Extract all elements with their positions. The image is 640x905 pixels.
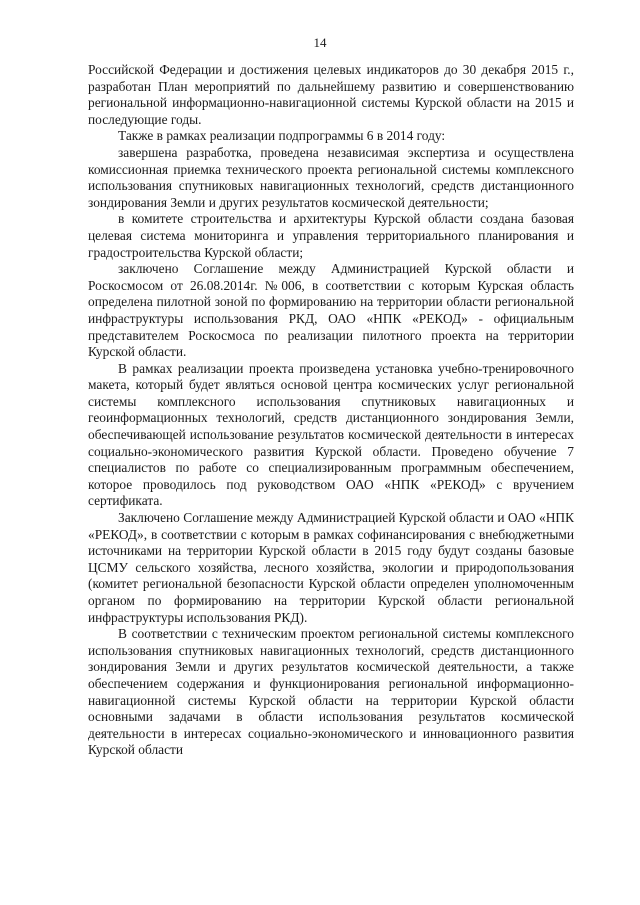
paragraph-training-model: В рамках реализации проекта произведена установка учебно-тренировочного макета, который будет являться основой центра космических услуг региональной системы комплексного использования спутниковых навигационных и геоинформационных технологий, средств дистанционного зондирования Земли, обеспечивающей использование результатов космической деятельности в интересах социально-экономического развития Курской области. Проведено обучение 7 специалистов по работе со специализированным программным обеспечением, которое проводилось под руководством ОАО «НПК «РЕКОД» с вручением сертификата. — [88, 360, 574, 509]
document-body — [88, 62, 574, 759]
paragraph-rekod-agreement: Заключено Соглашение между Администрацией Курской области и ОАО «НПК «РЕКОД», в соответствии с которым в рамках софинансирования с внебюджетными источниками на территории Курской области в 2015 году будут созданы базовые ЦСМУ сельского хозяйства, лесного хозяйства, экологии и природопользования (комитет региональной безопасности Курской области определен уполномоченным органом по формированию на территории Курской области региональной инфраструктуры использования РКД). — [88, 510, 574, 625]
page-number: 14 — [313, 35, 327, 50]
paragraph-monitoring-system: в комитете строительства и архитектуры Курской области создана базовая целевая система мониторинга и управления территориального планирования и градостроительства Курской области; — [88, 211, 574, 260]
paragraph-subprogram-intro: Также в рамках реализации подпрограммы 6 в 2014 году: — [118, 128, 446, 144]
paragraph-technical-project: завершена разработка, проведена независимая экспертиза и осуществлена комиссионная приемка технического проекта региональной системы комплексного использования спутниковых навигационных технологий, средств дистанционного зондирования Земли и других результатов космической деятельности; — [88, 144, 574, 210]
paragraph-continuation: Российской Федерации и достижения целевых индикаторов до 30 декабря 2015 г., разработан План мероприятий по дальнейшему развитию и совершенствованию региональной информационно-навигационной системы Курской области на 2015 и последующие годы. — [88, 62, 574, 127]
paragraph-roscosmos-agreement: заключено Соглашение между Администрацией Курской области и Роскосмосом от 26.08.2014г. №006, в соответствии с которым Курская область определена пилотной зоной по формированию на территории области региональной инфраструктуры использования РКД, ОАО «НПК «РЕКОД» - официальным представителем Роскосмоса по реализации пилотного проекта на территории Курской области. — [88, 261, 574, 360]
paragraph-main-tasks: В соответствии с техническим проектом региональной системы комплексного использования спутниковых навигационных технологий, средств дистанционного зондирования Земли и других результатов космической деятельности, а также обеспечением содержания и функционирования региональной информационно-навигационной системы Курской области на территории Курской области основными задачами в области использования результатов космической деятельности в интересах социально-экономического и инновационного развития Курской области — [88, 626, 574, 758]
